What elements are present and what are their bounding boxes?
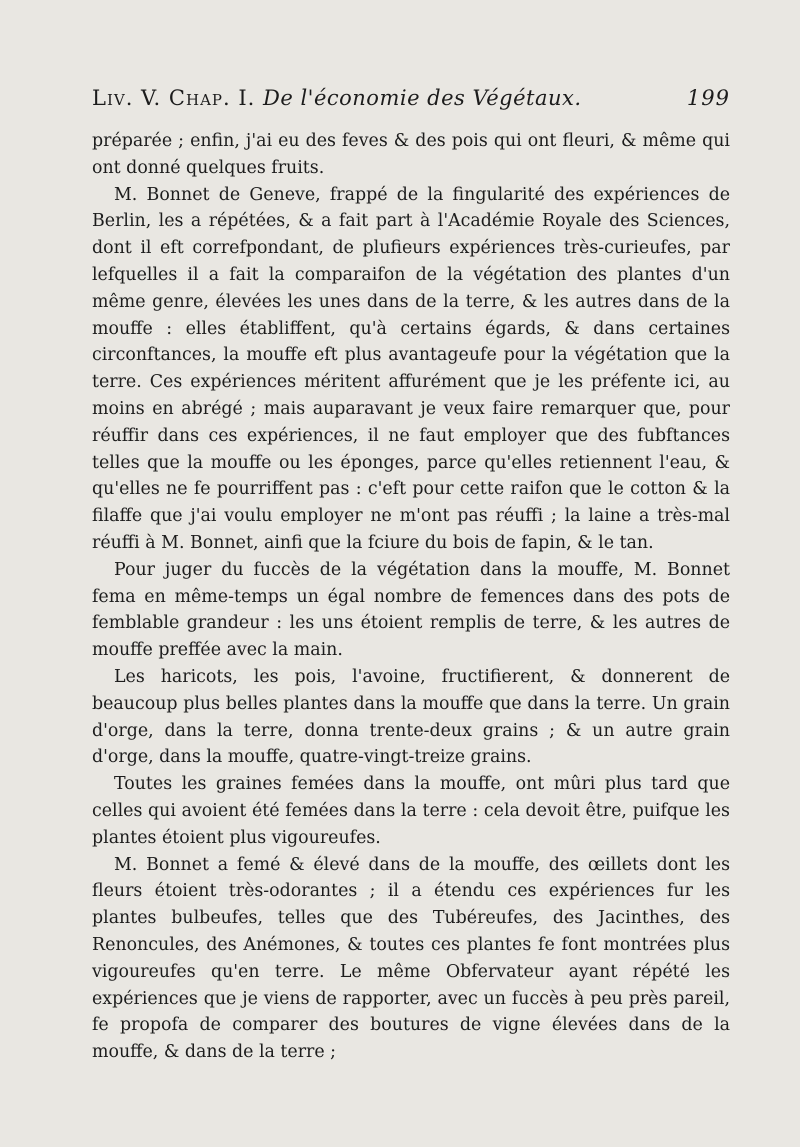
- book-number: Liv. V.: [92, 86, 162, 110]
- chapter-number: Chap. I.: [168, 86, 256, 110]
- paragraph-bonnet-experiments: M. Bonnet de Geneve, frappé de la fingularité des expériences de Berlin, les a répétées, & a fait part à l'Académie Royale des Sciences, dont il eft correfpondant, de plufieurs expériences très-curieufes, par lefquelles il a fait la comparaifon de la végétation des plantes d'un même genre, élevées les unes dans de la terre, & les autres dans de la mouffe : elles établiffent, qu'à certains égards, & dans certaines circonftances, la mouffe eft plus avantageufe pour la végétation que la terre. Ces expériences méritent affurément que je les préfente ici, au moins en abrégé ; mais auparavant je veux faire remarquer que, pour réuffir dans ces expériences, il ne faut employer que des fubftances telles que la mouffe ou les éponges, parce qu'elles retiennent l'eau, & qu'elles ne fe pourriffent pas : c'eft pour cette raifon que le cotton & la filaffe que j'ai voulu employer ne m'ont pas réuffi ; la laine a très-mal réuffi à M. Bonnet, ainfi que la fciure du bois de fapin, & le tan.: [92, 184, 730, 553]
- page-number: 199: [686, 86, 730, 110]
- paragraph-sowing-method: Pour juger du fuccès de la végétation dans la mouffe, M. Bonnet fema en même-temps un égal nombre de femences dans des pots de femblable grandeur : les uns étoient remplis de terre, & les autres de mouffe preffée avec la main.: [92, 559, 730, 661]
- running-title: De l'économie des Végétaux.: [263, 86, 582, 110]
- running-head: [92, 86, 730, 118]
- body-text: [92, 128, 730, 1066]
- paragraph-continuation: préparée ; enfin, j'ai eu des feves & des pois qui ont fleuri, & même qui ont donné quelques fruits.: [92, 131, 730, 178]
- paragraph-bulbs: M. Bonnet a femé & élevé dans de la mouffe, des œillets dont les fleurs étoient très-odorantes ; il a étendu ces expériences fur les plantes bulbeufes, telles que des Tubéreufes, des Jacinthes, des Renoncules, des Anémones, & toutes ces plantes fe font montrées plus vigoureufes qu'en terre. Le même Obfervateur ayant répété les expériences que je viens de rapporter, avec un fuccès à peu près pareil, fe propofa de comparer des boutures de vigne élevées dans de la mouffe, & dans de la terre ;: [92, 854, 730, 1063]
- paragraph-results: Les haricots, les pois, l'avoine, fructifierent, & donnerent de beaucoup plus belles plantes dans la mouffe que dans la terre. Un grain d'orge, dans la terre, donna trente-deux grains ; & un autre grain d'orge, dans la mouffe, quatre-vingt-treize grains.: [92, 666, 730, 768]
- paragraph-ripening: Toutes les graines femées dans la mouffe, ont mûri plus tard que celles qui avoient été femées dans la terre : cela devoit être, puifque les plantes étoient plus vigoureufes.: [92, 774, 730, 848]
